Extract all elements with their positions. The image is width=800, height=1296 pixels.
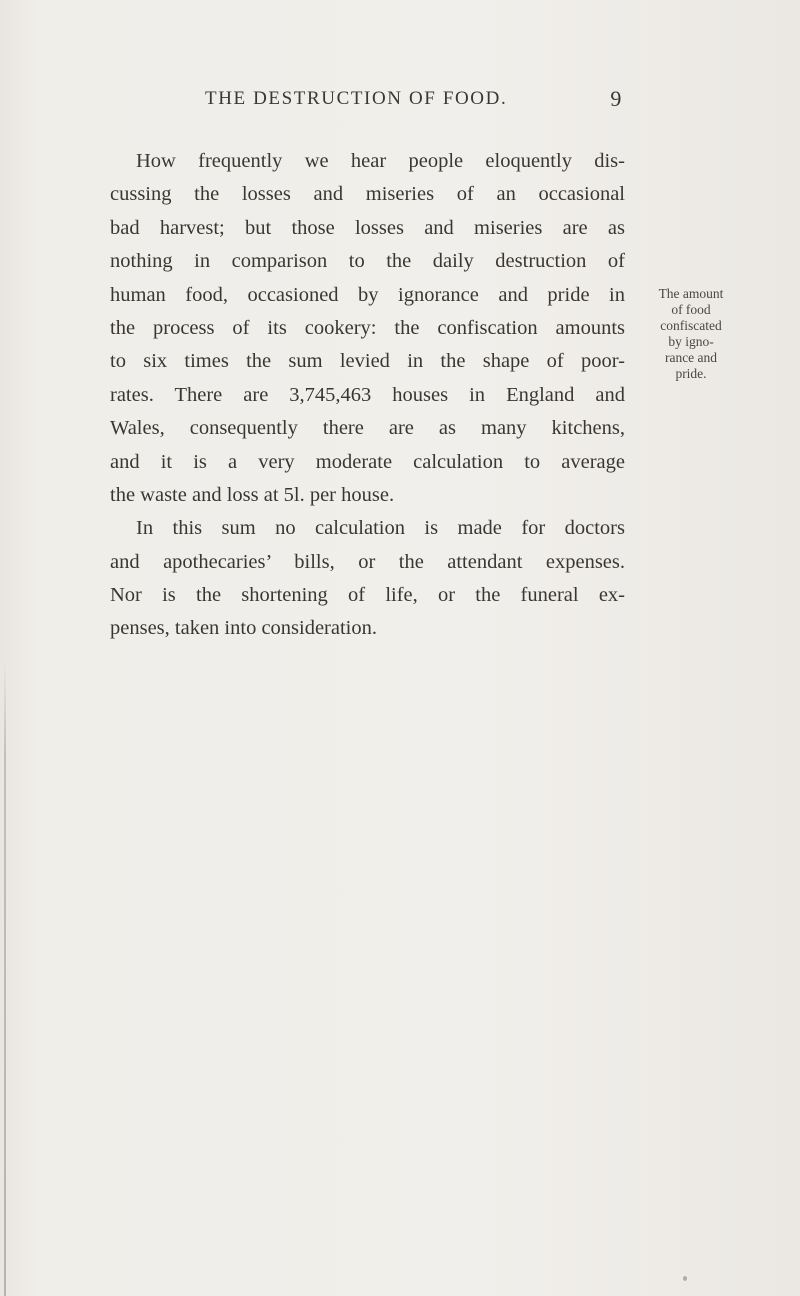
sidenote-line: pride. <box>675 366 707 381</box>
text-line: bad harvest; but those losses and miseries are as <box>110 216 625 239</box>
sidenote-line: rance and <box>664 350 718 365</box>
paper-speck <box>683 1276 687 1281</box>
text-line: and apothecaries’ bills, or the attendant expenses. <box>110 550 625 573</box>
page-number: 9 <box>610 86 623 111</box>
text-line: Nor is the shortening of life, or the funeral ex- <box>110 584 625 607</box>
text-line: How frequently we hear people eloquently dis- <box>136 150 625 172</box>
binding-shadow <box>4 660 6 1296</box>
text-line: In this sum no calculation is made for doctors <box>136 517 625 540</box>
sidenote-line: of food <box>671 302 711 317</box>
text-line: nothing in comparison to the daily destruction of <box>110 250 625 273</box>
text-line: penses, taken into consideration. <box>110 617 378 640</box>
running-header <box>205 88 625 118</box>
text-line: cussing the losses and miseries of an occasional <box>110 183 625 206</box>
text-line: Wales, consequently there are as many kitchens, <box>110 417 625 440</box>
marginal-note <box>636 286 746 382</box>
text-line: and it is a very moderate calculation to average <box>110 450 625 473</box>
sidenote-line: The amount <box>658 286 724 301</box>
body-text <box>110 145 625 646</box>
text-line: the process of its cookery: the confiscation amounts <box>110 316 625 339</box>
sidenote-line: by igno- <box>668 334 714 349</box>
sidenote-line: confiscated <box>660 318 722 333</box>
text-line: human food, occasioned by ignorance and pride in <box>110 283 625 306</box>
text-line: to six times the sum levied in the shape of poor- <box>110 350 625 373</box>
text-line: rates. There are 3,745,463 houses in England and <box>110 383 625 406</box>
text-line: the waste and loss at 5l. per house. <box>110 483 395 506</box>
running-title: THE DESTRUCTION OF FOOD. <box>205 88 508 109</box>
